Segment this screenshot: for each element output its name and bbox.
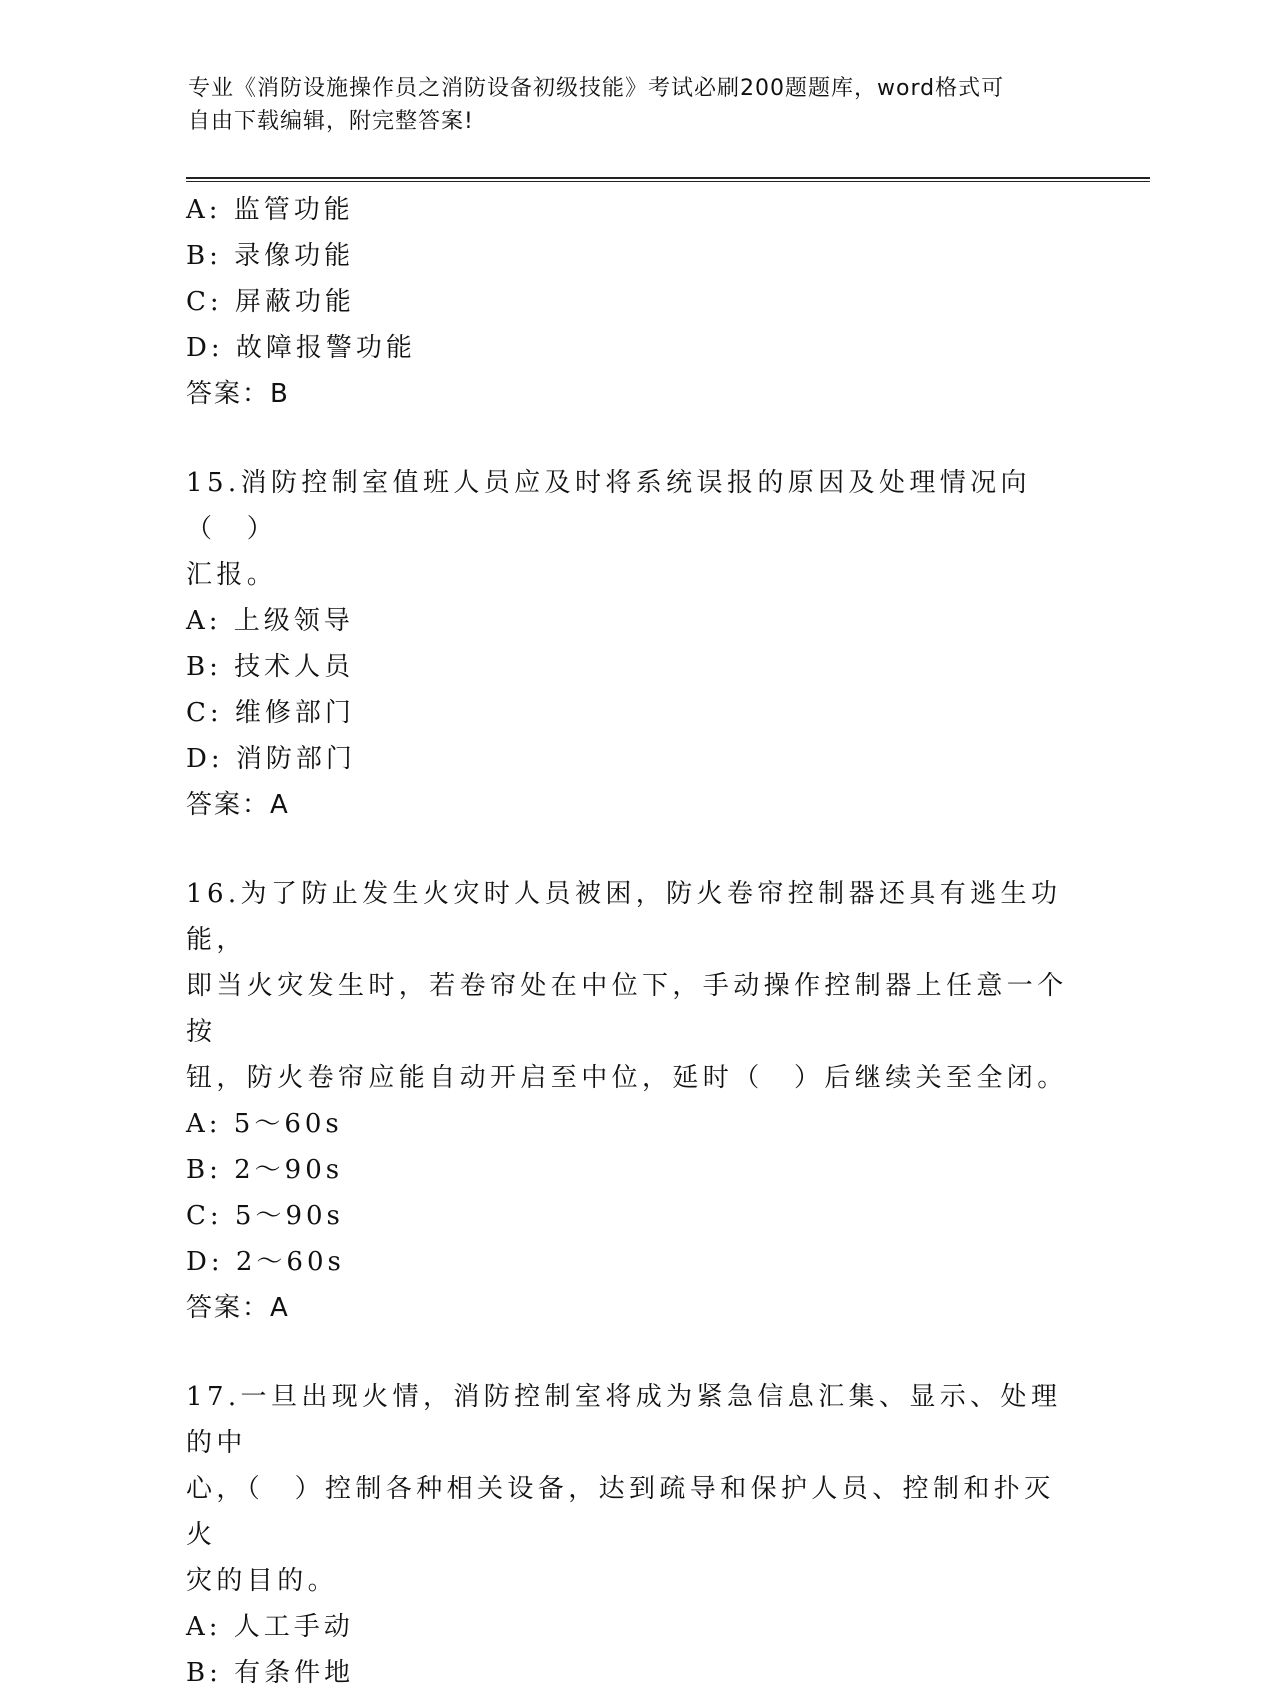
question-17-block bbox=[186, 1374, 1076, 1696]
spacer bbox=[186, 417, 1076, 460]
question-16-text-line-3: 钮，防火卷帘应能自动开启至中位，延时（ ）后继续关至全闭。 bbox=[186, 1063, 1068, 1093]
question-17-option-a: A: 人工手动 bbox=[186, 1612, 354, 1642]
question-15-option-a: A: 上级领导 bbox=[186, 606, 354, 636]
question-list bbox=[186, 187, 1076, 1696]
question-16-option-c: C: 5～90s bbox=[186, 1201, 344, 1231]
header-line-1: 专业《消防设施操作员之消防设备初级技能》考试必刷200题题库，word格式可 bbox=[188, 76, 1005, 101]
question-15-option-c: C: 维修部门 bbox=[186, 698, 355, 728]
question-16-option-b: B: 2～90s bbox=[186, 1155, 344, 1185]
question-14-option-a: A: 监管功能 bbox=[186, 195, 354, 225]
header-divider-thin bbox=[186, 181, 1150, 182]
header-line-2: 自由下载编辑，附完整答案! bbox=[188, 109, 474, 134]
question-14-option-b: B: 录像功能 bbox=[186, 241, 355, 271]
question-16-option-d: D: 2～60s bbox=[186, 1247, 345, 1277]
question-14-block bbox=[186, 187, 1076, 417]
question-16-text-line-1: 16.为了防止发生火灾时人员被困，防火卷帘控制器还具有逃生功能， bbox=[186, 879, 1062, 955]
question-17-option-b: B: 有条件地 bbox=[186, 1658, 355, 1688]
question-14-option-c: C: 屏蔽功能 bbox=[186, 287, 355, 317]
question-15-answer: 答案：A bbox=[186, 790, 290, 820]
question-17-text-line-3: 灾的目的。 bbox=[186, 1566, 339, 1596]
header-divider-thick bbox=[186, 177, 1150, 179]
question-16-block bbox=[186, 871, 1076, 1331]
question-16-answer: 答案：A bbox=[186, 1293, 290, 1323]
question-15-option-b: B: 技术人员 bbox=[186, 652, 355, 682]
question-15-block bbox=[186, 460, 1076, 828]
question-15-text-line-1: 15.消防控制室值班人员应及时将系统误报的原因及处理情况向（ ） bbox=[186, 468, 1031, 544]
question-17-text-line-1: 17.一旦出现火情，消防控制室将成为紧急信息汇集、显示、处理的中 bbox=[186, 1382, 1062, 1458]
question-17-text-line-2: 心，（ ）控制各种相关设备，达到疏导和保护人员、控制和扑灭火 bbox=[186, 1474, 1055, 1550]
question-15-text-line-2: 汇报。 bbox=[186, 560, 278, 590]
document-header bbox=[188, 72, 1068, 138]
question-16-text-line-2: 即当火灾发生时，若卷帘处在中位下，手动操作控制器上任意一个按 bbox=[186, 971, 1068, 1047]
question-16-option-a: A: 5～60s bbox=[186, 1109, 343, 1139]
question-15-option-d: D: 消防部门 bbox=[186, 744, 356, 774]
spacer bbox=[186, 828, 1076, 871]
question-14-option-d: D: 故障报警功能 bbox=[186, 333, 416, 363]
question-14-answer: 答案：B bbox=[186, 379, 290, 409]
spacer bbox=[186, 1331, 1076, 1374]
